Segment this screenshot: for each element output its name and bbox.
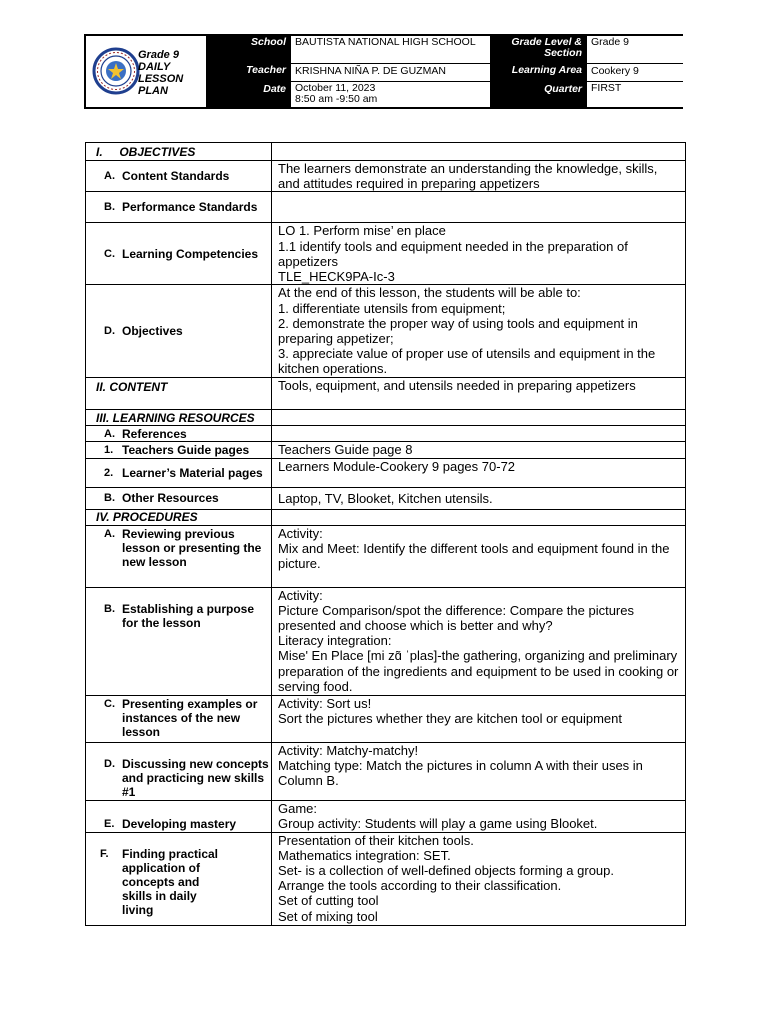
procedure-b-line: Activity: [278, 587, 323, 603]
grade-label-line-1: Grade Level & [511, 36, 582, 48]
school-label: School [206, 36, 291, 63]
procedure-e-line: Game: [278, 800, 318, 816]
procedures-heading-blank [272, 509, 686, 525]
teachers-guide-num: 1. [104, 444, 114, 456]
procedure-d-value [272, 742, 686, 800]
competency-line: 1.1 identify tools and equipment needed in the preparation of appetizers [278, 238, 628, 269]
references-num: A. [104, 427, 115, 440]
other-resources-value: Laptop, TV, Blooket, Kitchen utensils. [272, 487, 686, 509]
learning-area-value: Cookery 9 [587, 63, 683, 81]
procedure-a-value [272, 525, 686, 587]
procedure-c-num: C. [104, 697, 115, 710]
procedure-a-num: A. [104, 527, 115, 540]
objectives-heading [86, 143, 272, 161]
objectives-heading-blank [272, 143, 686, 161]
date-value [291, 81, 490, 107]
learners-material-text: Learner’s Material pages [122, 465, 263, 480]
learning-area-label: Learning Area [490, 63, 587, 81]
date-text: October 11, 2023 [295, 82, 376, 94]
objectives-row [86, 285, 686, 378]
references-row [86, 426, 686, 442]
competency-code: TLE_HECK9PA-Ic-3 [278, 269, 395, 285]
objectives-heading-text: OBJECTIVES [119, 144, 196, 159]
resources-heading-blank [272, 410, 686, 426]
teachers-guide-value: Teachers Guide page 8 [272, 442, 686, 458]
title-line-2: DAILY [138, 61, 171, 73]
performance-standards-row [86, 192, 686, 223]
lesson-plan-header [84, 34, 683, 109]
lesson-plan-title [138, 49, 204, 97]
procedure-a-line: Mix and Meet: Identify the different tools and equipment found in the picture. [278, 540, 670, 572]
procedure-d-text: Discussing new concepts and practicing new skills #1 [122, 756, 269, 799]
time-text: 8:50 am -9:50 am [295, 93, 378, 105]
procedure-e-label [86, 800, 272, 832]
references-text: References [122, 426, 187, 441]
performance-standards-num: B. [104, 201, 115, 214]
teacher-value: KRISHNA NIÑA P. DE GUZMAN [291, 63, 490, 81]
procedure-f-row [86, 832, 686, 925]
grade-section-label [490, 36, 587, 63]
performance-standards-text: Performance Standards [122, 200, 258, 215]
procedure-f-label [86, 832, 272, 925]
procedure-e-text: Developing mastery [122, 816, 237, 831]
competency-line: LO 1. Perform mise’ en place [278, 223, 446, 239]
procedure-b-value [272, 587, 686, 695]
title-line-3: LESSON [138, 73, 184, 85]
procedure-a-text: Reviewing previous lesson or presenting the new lesson [122, 526, 262, 569]
content-standards-row [86, 161, 686, 192]
deped-seal-icon [92, 47, 140, 95]
grade-label-line-2: Section [544, 47, 582, 59]
procedure-e-line: Group activity: Students will play a game using Blooket. [278, 815, 598, 831]
procedure-c-line: Activity: Sort us! [278, 695, 372, 711]
references-blank [272, 426, 686, 442]
procedure-f-line: Set of mixing tool [278, 908, 378, 924]
grade-value: Grade 9 [587, 36, 683, 63]
learners-material-row [86, 458, 686, 487]
quarter-label: Quarter [490, 81, 587, 107]
other-resources-text: Other Resources [122, 491, 219, 506]
procedure-d-label [86, 742, 272, 800]
objective-line: 2. demonstrate the proper way of using tools and equipment in preparing appetizer; [278, 315, 638, 347]
procedure-b-num: B. [104, 602, 115, 615]
procedure-f-line: Set of cutting tool [278, 893, 379, 909]
content-value: Tools, equipment, and utensils needed in preparing appetizers [272, 378, 686, 410]
procedure-a-label [86, 525, 272, 587]
objectives-value [272, 285, 686, 378]
learning-competencies-label [86, 223, 272, 285]
procedures-heading: IV. PROCEDURES [86, 509, 272, 525]
procedure-f-line: Mathematics integration: SET. [278, 847, 451, 863]
procedure-c-label [86, 695, 272, 742]
other-resources-label [86, 487, 272, 509]
procedure-d-line: Matching type: Match the pictures in column A with their uses in Column B. [278, 757, 643, 789]
procedure-f-line: Presentation of their kitchen tools. [278, 832, 474, 848]
objective-line: At the end of this lesson, the students will be able to: [278, 285, 581, 301]
teachers-guide-row [86, 442, 686, 458]
performance-standards-value [272, 192, 686, 223]
learners-material-label [86, 458, 272, 487]
procedures-heading-row [86, 509, 686, 525]
procedure-e-value [272, 800, 686, 832]
procedure-f-line: Arrange the tools according to their classification. [278, 878, 562, 894]
learning-competencies-num: C. [104, 247, 115, 260]
objectives-label [86, 285, 272, 378]
content-row [86, 378, 686, 410]
procedure-c-row [86, 695, 686, 742]
header-logo-cell [86, 36, 206, 107]
title-line-1: Grade 9 [138, 49, 179, 61]
procedure-d-row [86, 742, 686, 800]
objective-line: 3. appreciate value of proper use of utensils and equipment in the kitchen operations. [278, 346, 656, 377]
procedure-e-num: E. [104, 817, 115, 830]
procedure-f-line: Set- is a collection of well-defined objects forming a group. [278, 863, 615, 879]
learners-material-num: 2. [104, 466, 114, 479]
procedure-f-text: Finding practical application of concepts and skills in daily living [122, 846, 219, 917]
objectives-label-num: D. [104, 325, 115, 338]
content-label: II. CONTENT [86, 378, 272, 410]
procedure-b-line: Mise' En Place [mi zɑ̃ ˈplas]-the gathering, organizing and preliminary preparation of the ingredients and equipment to be used in cooking or serving food. [278, 648, 679, 694]
procedure-a-row [86, 525, 686, 587]
procedure-b-text: Establishing a purpose for the lesson [122, 601, 255, 630]
content-standards-label [86, 161, 272, 192]
procedure-f-value [272, 832, 686, 925]
lesson-plan-table [85, 142, 686, 926]
learning-competencies-value [272, 223, 686, 285]
procedure-e-row [86, 800, 686, 832]
content-standards-text: Content Standards [122, 169, 230, 184]
teacher-label: Teacher [206, 63, 291, 81]
learning-competencies-text: Learning Competencies [122, 246, 259, 261]
procedure-a-line: Activity: [278, 525, 323, 541]
procedure-f-num: F. [100, 847, 109, 860]
content-standards-num: A. [104, 170, 115, 183]
other-resources-num: B. [104, 492, 115, 505]
procedure-b-row [86, 587, 686, 695]
title-line-4: PLAN [138, 85, 168, 97]
objective-line: 1. differentiate utensils from equipment; [278, 300, 506, 316]
procedure-b-label [86, 587, 272, 695]
objectives-num: I. [96, 144, 103, 159]
procedure-c-line: Sort the pictures whether they are kitchen tool or equipment [278, 710, 622, 726]
learning-competencies-row [86, 223, 686, 285]
content-standards-value: The learners demonstrate an understanding the knowledge, skills, and attitudes required in preparing appetizers [272, 161, 686, 192]
procedure-b-line: Literacy integration: [278, 633, 392, 649]
teachers-guide-text: Teachers Guide pages [122, 443, 250, 457]
other-resources-row [86, 487, 686, 509]
procedure-c-value [272, 695, 686, 742]
references-label [86, 426, 272, 442]
procedure-b-line: Picture Comparison/spot the difference: Compare the pictures presented and choose which is better and why? [278, 602, 634, 634]
quarter-value: FIRST [587, 81, 683, 107]
date-label: Date [206, 81, 291, 107]
procedure-d-line: Activity: Matchy-matchy! [278, 742, 419, 758]
objectives-heading-row [86, 143, 686, 161]
procedure-d-num: D. [104, 757, 115, 770]
header-info-grid [206, 36, 683, 107]
objectives-label-text: Objectives [122, 324, 183, 339]
resources-heading-row [86, 410, 686, 426]
resources-heading: III. LEARNING RESOURCES [86, 410, 272, 426]
procedure-c-text: Presenting examples or instances of the new lesson [122, 696, 258, 739]
performance-standards-label [86, 192, 272, 223]
teachers-guide-label [86, 442, 272, 458]
learners-material-value: Learners Module-Cookery 9 pages 70-72 [272, 458, 686, 487]
school-value: BAUTISTA NATIONAL HIGH SCHOOL [291, 36, 490, 63]
